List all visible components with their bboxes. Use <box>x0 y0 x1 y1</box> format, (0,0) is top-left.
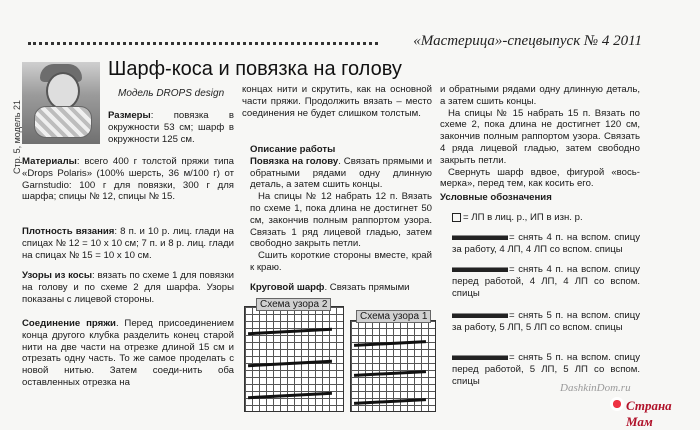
density-block <box>22 226 234 261</box>
scarf-block <box>250 282 432 294</box>
col2-top <box>242 84 432 119</box>
photo-scarf <box>34 106 92 138</box>
work-heading: Описание работы <box>250 144 336 155</box>
density-label: Плотность вязания <box>22 226 115 237</box>
photo-face <box>46 72 80 110</box>
article-title: Шарф-коса и повязка на голову <box>108 58 402 80</box>
patterns-text: : вязать по схеме 1 для повязки на голову и по схеме 2 для шарфа. Узоры показаны с лицевой стороны. <box>22 270 234 305</box>
sizes-block <box>108 110 234 145</box>
join-label: Соединение пряжи <box>22 318 116 329</box>
headband-text: . Связать прямыми и обратными рядами одну длинную деталь, а затем сшить концы. <box>250 155 432 191</box>
logo-icon <box>610 397 624 411</box>
model-photo <box>22 62 100 144</box>
col3-text <box>440 84 640 204</box>
empty-square-symbol <box>452 213 461 222</box>
scarf-text: . Связать прямыми <box>324 282 410 293</box>
dotted-rule <box>28 42 378 45</box>
legend-item <box>452 232 640 256</box>
side-caption-text: Стр. 5, модель 21 <box>12 99 22 175</box>
scarf-label: Круговой шарф <box>250 282 325 293</box>
cable-front-5-symbol <box>452 355 508 360</box>
scarf-continued: и обратными рядами одну длинную деталь, а затем сшить концы. <box>440 84 640 107</box>
legend-item-text: = снять 5 п. на вспом. спицу перед работой, 5 ЛП, 5 ЛП со вспом. спицы <box>452 352 640 387</box>
headband-instructions: На спицы № 12 набрать 12 п. Вязать по схеме 1, пока длина не достигнет 50 см, закончив полным раппортом узора. Связать 1 ряд лицевой гладью, затем свободно закрыть петли. <box>250 191 432 250</box>
legend-stitch-text: = ЛП в лиц. р., ИП в изн. р. <box>463 212 583 223</box>
legend-heading: Условные обозначения <box>440 192 552 204</box>
cable-front-4-symbol <box>452 267 508 272</box>
scheme1-label: Схема узора 1 <box>356 310 431 323</box>
join-continued: концах нити и скрутить, как на основной части пряжи. Продолжить вязать – место соединения не будет слишком толстым. <box>242 84 432 119</box>
sizes-text: : повязка в окружности 53 см; шарф в окружности 125 см. <box>108 110 234 145</box>
legend-stitch <box>452 212 640 224</box>
density-text: : 8 п. и 10 р. лиц. глади на спицах № 12 = 10 х 10 см; 7 п. и 8 р. лиц. глади на спицах № 15 = 10 х 10 см. <box>22 226 234 261</box>
work-heading-block <box>250 144 432 274</box>
side-caption <box>6 84 20 194</box>
materials-label: Материалы <box>22 156 77 167</box>
patterns-block <box>22 270 234 305</box>
headband-finish: Сшить короткие стороны вместе, край к краю. <box>250 250 432 273</box>
patterns-label: Узоры из косы <box>22 270 93 281</box>
scarf-finish: Свернуть шарф вдвое, фигурой «вось-мерка», перед тем, как косить его. <box>440 166 640 190</box>
scarf-instructions: На спицы № 15 набрать 15 п. Вязать по схеме 2, пока длина не достигнет 120 см, закончив полным раппортом узора. Связать 4 ряда лицевой гладью, затем свободно закрыть петли. <box>440 107 640 166</box>
join-text: . Перед присоединением конца другого клубка разделить конец старой нити на две части на отрезке длиной 15 см и отрезать одну часть. То же самое проделать с новой нитью. Затем соеди-нить оба оставленных отрезка на <box>22 318 234 388</box>
legend-item <box>452 264 640 299</box>
join-block <box>22 318 234 389</box>
legend-item-text: = снять 4 п. на вспом. спицу перед работой, 4 ЛП, 4 ЛП со вспом. спицы <box>452 264 640 299</box>
scheme2-label: Схема узора 2 <box>256 298 331 311</box>
cable-back-5-symbol <box>452 313 508 318</box>
watermark: DashkinDom.ru <box>560 382 631 394</box>
headband-label: Повязка на голову <box>250 155 339 167</box>
legend-item-text: = снять 4 п. на вспом. спицу за работу, 4 ЛП, 4 ЛП со вспом. спицы <box>452 232 640 255</box>
site-logo: Страна Мам <box>626 398 672 429</box>
legend-item-text: = снять 5 п. на вспом. спицу за работу, 5 ЛП, 5 ЛП со вспом. спицы <box>452 310 640 333</box>
magazine-header: «Мастерица»-спецвыпуск № 4 2011 <box>413 33 642 49</box>
model-credit: Модель DROPS design <box>118 88 225 99</box>
cable-back-4-symbol <box>452 235 508 240</box>
sizes-label: Размеры <box>108 110 151 121</box>
legend-item <box>452 310 640 334</box>
materials-block <box>22 156 234 203</box>
materials-text: : всего 400 г толстой пряжи типа «Drops Polaris» (100% шерсть, 36 м/100 г) от Garnstudio: 100 г для повязки, 300 г для шарфа; спицы № 12, спицы № 15. <box>22 156 234 203</box>
